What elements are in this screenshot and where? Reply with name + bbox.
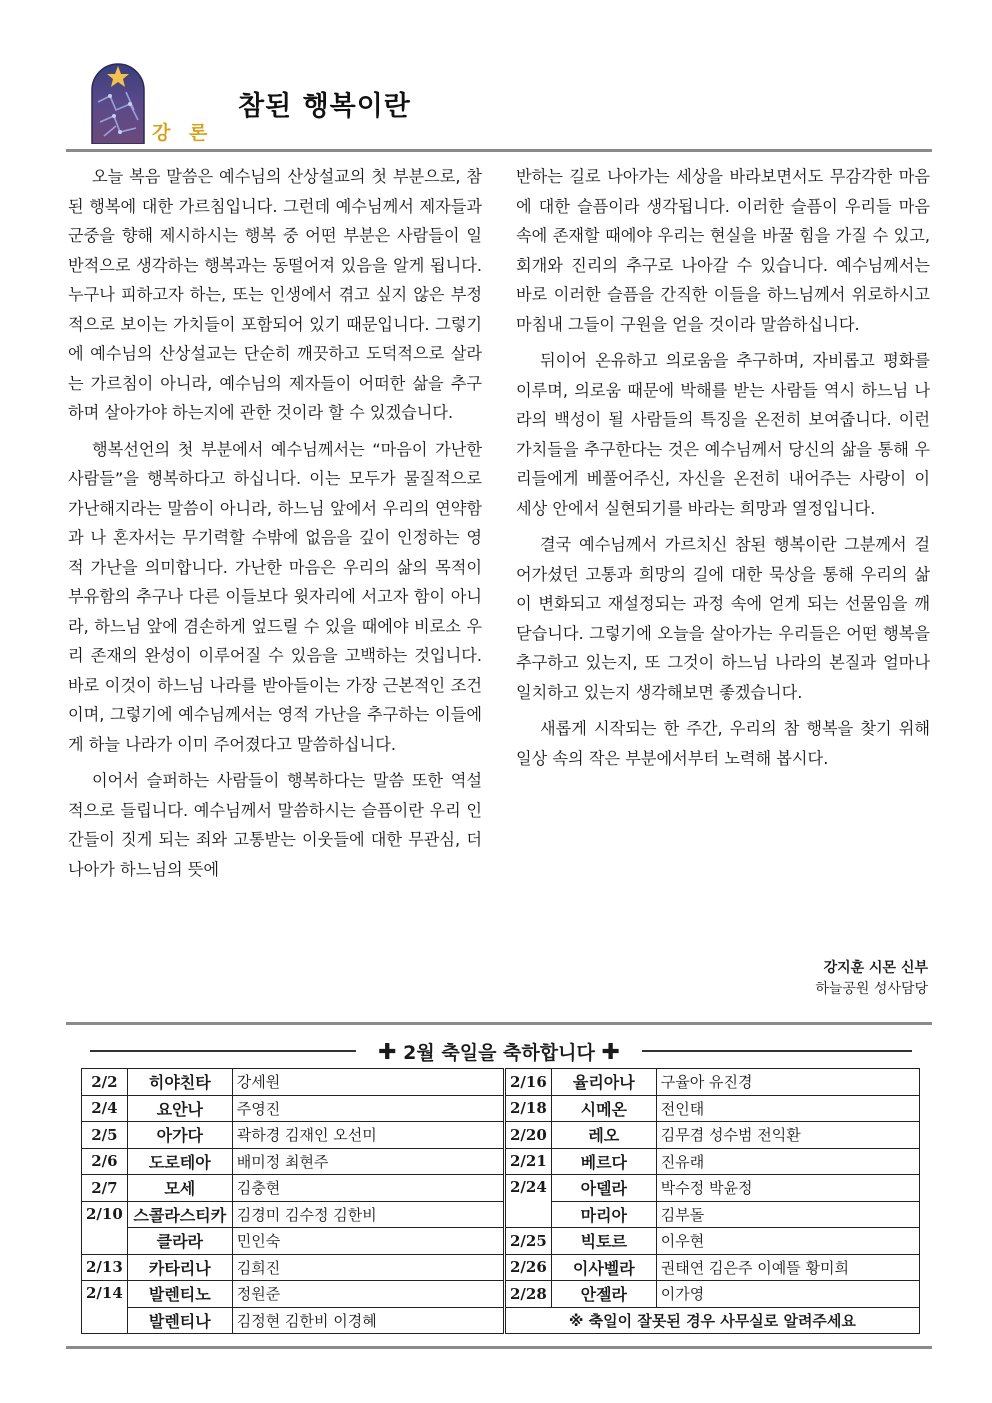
saint-name: 율리아나 — [551, 1069, 656, 1096]
paragraph: 결국 예수님께서 가르치신 참된 행복이란 그분께서 걸어가셨던 고통과 희망의 길에 대한 묵상을 통해 우리의 삶이 변화되고 재설정되는 과정 속에 얻게 되는 선물임을 깨닫습니다. 그렇기에 오늘을 살아가는 우리들은 어떤 행복을 추구하고 있는지, 또 그것이 하느님 나라의 본질과 얼마나 일치하고 있는지 생각해보면 좋겠습니다. — [516, 535, 930, 702]
paragraph: 뒤이어 온유하고 의로움을 추구하며, 자비롭고 평화를 이루며, 의로움 때문에 박해를 받는 사람들 역시 하느님 나라의 백성이 될 사람들의 특징을 온전히 보여줍니다. 이런 가치들을 추구한다는 것은 예수님께서 당신의 삶을 통해 우리들에게 베풀어주신, 자신을 온전히 내어주는 사랑이 이 세상 안에서 실현되기를 바라는 희망과 열정입니다. — [516, 351, 930, 518]
table-row — [82, 1254, 504, 1281]
table-row — [82, 1228, 504, 1255]
saint-name: 빅토르 — [551, 1228, 656, 1255]
section-label: 강 론 — [152, 122, 214, 144]
member-names: 구율아 유진경 — [656, 1069, 919, 1096]
feast-date: 2/4 — [82, 1095, 128, 1122]
member-names: 진유래 — [656, 1148, 919, 1175]
member-names: 이우현 — [656, 1228, 919, 1255]
member-names: 민인숙 — [232, 1228, 503, 1255]
table-row — [82, 1069, 504, 1096]
saint-name: 발렌티나 — [127, 1307, 232, 1334]
saint-name: 스콜라스티카 — [127, 1201, 232, 1228]
saint-name: 히야친타 — [127, 1069, 232, 1096]
feast-date: 2/7 — [82, 1175, 128, 1202]
member-names: 전인태 — [656, 1095, 919, 1122]
cross-icon: ✚ — [378, 1040, 397, 1065]
page-title: 참된 행복이란 — [238, 91, 411, 122]
member-names: 배미정 최현주 — [232, 1148, 503, 1175]
member-names: 김부돌 — [656, 1201, 919, 1228]
table-row — [82, 1307, 504, 1334]
stained-glass-logo-icon — [90, 62, 146, 144]
saint-name: 시메온 — [551, 1095, 656, 1122]
table-row — [506, 1175, 920, 1202]
paragraph: 새롭게 시작되는 한 주간, 우리의 참 행복을 찾기 위해 일상 속의 작은 부분에서부터 노력해 봅시다. — [516, 719, 930, 768]
header-divider — [66, 149, 932, 152]
saint-name: 카타리나 — [127, 1254, 232, 1281]
member-names: 김경미 김수정 김한비 — [232, 1201, 503, 1228]
section-divider — [66, 1022, 932, 1025]
table-row — [82, 1095, 504, 1122]
saint-name: 아가다 — [127, 1122, 232, 1149]
saint-name: 베르다 — [551, 1148, 656, 1175]
table-row — [82, 1122, 504, 1149]
saint-name: 안젤라 — [551, 1281, 656, 1308]
author-role: 하늘공원 성사담당 — [815, 981, 928, 997]
saint-name: 모세 — [127, 1175, 232, 1202]
feast-date: 2/25 — [506, 1228, 552, 1255]
table-row — [82, 1148, 504, 1175]
table-row — [506, 1148, 920, 1175]
saint-name: 레오 — [551, 1122, 656, 1149]
saint-name: 이사벨라 — [551, 1254, 656, 1281]
table-row — [506, 1095, 920, 1122]
member-names: 김충현 — [232, 1175, 503, 1202]
saint-name: 아델라 — [551, 1175, 656, 1202]
member-names: 김무겸 성수범 전익환 — [656, 1122, 919, 1149]
author-name: 강지훈 시몬 신부 — [823, 960, 928, 976]
table-row — [506, 1122, 920, 1149]
table-row — [506, 1069, 920, 1096]
feast-date: 2/6 — [82, 1148, 128, 1175]
feast-table-right — [505, 1068, 920, 1334]
feast-date: 2/18 — [506, 1095, 552, 1122]
feast-date: 2/2 — [82, 1069, 128, 1096]
table-row — [82, 1281, 504, 1308]
feast-date: 2/14 — [82, 1281, 128, 1334]
saint-name: 마리아 — [551, 1201, 656, 1228]
cross-icon: ✚ — [601, 1040, 620, 1065]
article-column-right — [516, 162, 930, 780]
feast-date: 2/21 — [506, 1148, 552, 1175]
author-signature — [815, 958, 928, 1000]
member-names: 김희진 — [232, 1254, 503, 1281]
member-names: 이가영 — [656, 1281, 919, 1308]
feast-date: 2/20 — [506, 1122, 552, 1149]
member-names: 김정현 김한비 이경혜 — [232, 1307, 503, 1334]
feast-date: 2/16 — [506, 1069, 552, 1096]
table-row — [82, 1201, 504, 1228]
member-names: 곽하경 김재인 오선미 — [232, 1122, 503, 1149]
feast-date: 2/13 — [82, 1254, 128, 1281]
article-column-left — [68, 162, 482, 891]
member-names: 박수정 박윤정 — [656, 1175, 919, 1202]
table-row — [506, 1307, 920, 1334]
feast-date: 2/26 — [506, 1254, 552, 1281]
member-names: 권태연 김은주 이예뜰 황미희 — [656, 1254, 919, 1281]
table-row — [506, 1201, 920, 1228]
feast-date: 2/5 — [82, 1122, 128, 1149]
saint-name: 발렌티노 — [127, 1281, 232, 1308]
saint-name: 요안나 — [127, 1095, 232, 1122]
feast-table-left — [81, 1068, 504, 1334]
member-names: 주영진 — [232, 1095, 503, 1122]
feast-heading — [86, 1038, 912, 1064]
member-names: 정원준 — [232, 1281, 503, 1308]
member-names: 강세원 — [232, 1069, 503, 1096]
paragraph: 반하는 길로 나아가는 세상을 바라보면서도 무감각한 마음에 대한 슬픔이라 생각됩니다. 이러한 슬픔이 우리들 마음속에 존재할 때에야 우리는 현실을 바꿀 힘을 가질 수 있고, 회개와 진리의 추구로 나아갈 수 있습니다. 예수님께서는 바로 이러한 슬픔을 간직한 이들을 하느님께서 위로하시고 마침내 그들이 구원을 얻을 것이라 말씀하십니다. — [516, 167, 930, 334]
paragraph: 행복선언의 첫 부분에서 예수님께서는 “마음이 가난한 사람들”을 행복하다고 하십니다. 이는 모두가 물질적으로 가난해지라는 말씀이 아니라, 하느님 앞에서 우리의 연약함과 나 혼자서는 무기력할 수밖에 없음을 깊이 인정하는 영적 가난을 의미합니다. 가난한 마음은 우리의 삶의 목적이 부유함의 추구나 다른 이들보다 윗자리에 서고자 함이 아니라, 하느님 앞에 겸손하게 엎드릴 수 있을 때에야 비로소 우리 존재의 완성이 이루어질 수 있음을 고백하는 것입니다. 바로 이것이 하느님 나라를 받아들이는 가장 근본적인 조건이며, 그렇기에 예수님께서는 영적 가난을 추구하는 이들에게 하늘 나라가 이미 주어졌다고 말씀하십니다. — [68, 439, 482, 754]
feast-date: 2/10 — [82, 1201, 128, 1254]
correction-notice: ※ 축일이 잘못된 경우 사무실로 알려주세요 — [506, 1307, 920, 1334]
saint-name: 클라라 — [127, 1228, 232, 1255]
table-row — [82, 1175, 504, 1202]
feast-title: 2월 축일을 축하합니다 — [403, 1042, 595, 1064]
feast-date: 2/24 — [506, 1175, 552, 1228]
paragraph: 오늘 복음 말씀은 예수님의 산상설교의 첫 부분으로, 참된 행복에 대한 가르침입니다. 그런데 예수님께서 제자들과 군중을 향해 제시하시는 행복 중 어떤 부분은 사람들이 일반적으로 생각하는 행복과는 동떨어져 있음을 알게 됩니다. 누구나 피하고자 하는, 또는 인생에서 겪고 싶지 않은 부정적으로 보이는 가치들이 포함되어 있기 때문입니다. 그렇기에 예수님의 산상설교는 단순히 깨끗하고 도덕적으로 살라는 가르침이 아니라, 예수님의 제자들이 어떠한 삶을 추구하며 살아가야 하는지에 관한 것이라 할 수 있겠습니다. — [68, 167, 482, 422]
paragraph: 이어서 슬퍼하는 사람들이 행복하다는 말씀 또한 역설적으로 들립니다. 예수님께서 말씀하시는 슬픔이란 우리 인간들이 짓게 되는 죄와 고통받는 이웃들에 대한 무관심, 더 나아가 하느님의 뜻에 — [68, 771, 482, 879]
table-row — [506, 1281, 920, 1308]
table-row — [506, 1228, 920, 1255]
footer-divider — [66, 1346, 932, 1349]
saint-name: 도로테아 — [127, 1148, 232, 1175]
table-row — [506, 1254, 920, 1281]
feast-date: 2/28 — [506, 1281, 552, 1308]
